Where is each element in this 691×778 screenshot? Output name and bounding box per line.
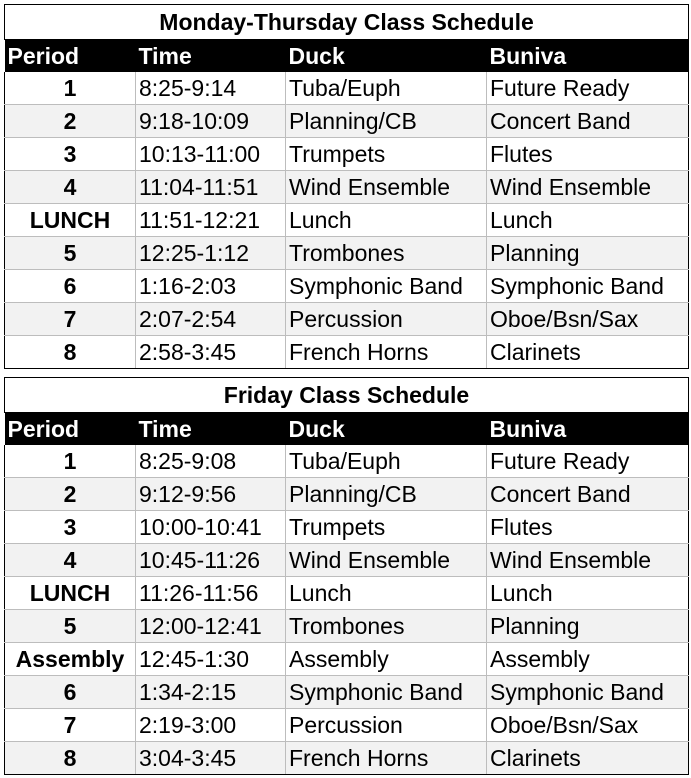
period-cell: 4 (5, 171, 136, 204)
column-header-period: Period (5, 40, 136, 73)
table-row (5, 478, 689, 511)
buniva-cell: Future Ready (487, 445, 689, 478)
buniva-cell: Concert Band (487, 105, 689, 138)
duck-cell: Trumpets (286, 511, 487, 544)
table-row (5, 204, 689, 237)
column-header-duck: Duck (286, 40, 487, 73)
buniva-cell: Concert Band (487, 478, 689, 511)
table-row (5, 105, 689, 138)
buniva-cell: Flutes (487, 138, 689, 171)
period-cell: 3 (5, 138, 136, 171)
period-cell: 6 (5, 676, 136, 709)
duck-cell: Symphonic Band (286, 676, 487, 709)
time-cell: 9:12-9:56 (136, 478, 286, 511)
period-cell: LUNCH (5, 204, 136, 237)
buniva-cell: Wind Ensemble (487, 171, 689, 204)
table-row (5, 138, 689, 171)
time-cell: 3:04-3:45 (136, 742, 286, 775)
time-cell: 9:18-10:09 (136, 105, 286, 138)
duck-cell: Tuba/Euph (286, 72, 487, 105)
period-cell: 8 (5, 336, 136, 369)
period-cell: Assembly (5, 643, 136, 676)
schedule-table-friday (4, 377, 688, 775)
period-cell: 2 (5, 105, 136, 138)
duck-cell: Tuba/Euph (286, 445, 487, 478)
buniva-cell: Wind Ensemble (487, 544, 689, 577)
duck-cell: Wind Ensemble (286, 171, 487, 204)
table-body (5, 445, 689, 775)
duck-cell: Trombones (286, 237, 487, 270)
time-cell: 2:19-3:00 (136, 709, 286, 742)
column-header-time: Time (136, 413, 286, 446)
time-cell: 1:16-2:03 (136, 270, 286, 303)
table-row (5, 742, 689, 775)
table-row (5, 270, 689, 303)
time-cell: 12:45-1:30 (136, 643, 286, 676)
duck-cell: Percussion (286, 709, 487, 742)
table-row (5, 445, 689, 478)
buniva-cell: Flutes (487, 511, 689, 544)
time-cell: 11:04-11:51 (136, 171, 286, 204)
table-row (5, 709, 689, 742)
column-header-time: Time (136, 40, 286, 73)
duck-cell: French Horns (286, 742, 487, 775)
column-header-buniva: Buniva (487, 413, 689, 446)
duck-cell: Wind Ensemble (286, 544, 487, 577)
duck-cell: French Horns (286, 336, 487, 369)
period-cell: 5 (5, 237, 136, 270)
column-header-buniva: Buniva (487, 40, 689, 73)
table-row (5, 303, 689, 336)
buniva-cell: Oboe/Bsn/Sax (487, 709, 689, 742)
buniva-cell: Planning (487, 237, 689, 270)
table-title: Monday-Thursday Class Schedule (5, 5, 689, 40)
time-cell: 10:45-11:26 (136, 544, 286, 577)
duck-cell: Percussion (286, 303, 487, 336)
table-row (5, 511, 689, 544)
time-cell: 11:51-12:21 (136, 204, 286, 237)
schedule-table (4, 377, 689, 775)
period-cell: 3 (5, 511, 136, 544)
column-header-row (5, 40, 689, 73)
table-row (5, 577, 689, 610)
table-row (5, 336, 689, 369)
schedule-table (4, 4, 689, 369)
column-header-row (5, 413, 689, 446)
duck-cell: Planning/CB (286, 105, 487, 138)
duck-cell: Assembly (286, 643, 487, 676)
period-cell: 5 (5, 610, 136, 643)
table-body (5, 72, 689, 369)
duck-cell: Planning/CB (286, 478, 487, 511)
buniva-cell: Clarinets (487, 742, 689, 775)
time-cell: 10:13-11:00 (136, 138, 286, 171)
period-cell: 7 (5, 303, 136, 336)
time-cell: 8:25-9:08 (136, 445, 286, 478)
table-title: Friday Class Schedule (5, 378, 689, 413)
duck-cell: Trombones (286, 610, 487, 643)
buniva-cell: Lunch (487, 577, 689, 610)
duck-cell: Lunch (286, 577, 487, 610)
period-cell: 8 (5, 742, 136, 775)
time-cell: 12:25-1:12 (136, 237, 286, 270)
period-cell: LUNCH (5, 577, 136, 610)
duck-cell: Trumpets (286, 138, 487, 171)
buniva-cell: Planning (487, 610, 689, 643)
table-row (5, 643, 689, 676)
table-title-row (5, 378, 689, 413)
buniva-cell: Symphonic Band (487, 270, 689, 303)
period-cell: 1 (5, 445, 136, 478)
time-cell: 1:34-2:15 (136, 676, 286, 709)
table-title-row (5, 5, 689, 40)
table-row (5, 676, 689, 709)
table-row (5, 610, 689, 643)
duck-cell: Lunch (286, 204, 487, 237)
time-cell: 2:07-2:54 (136, 303, 286, 336)
buniva-cell: Clarinets (487, 336, 689, 369)
table-row (5, 171, 689, 204)
time-cell: 8:25-9:14 (136, 72, 286, 105)
buniva-cell: Future Ready (487, 72, 689, 105)
buniva-cell: Lunch (487, 204, 689, 237)
table-row (5, 544, 689, 577)
period-cell: 7 (5, 709, 136, 742)
period-cell: 2 (5, 478, 136, 511)
table-row (5, 237, 689, 270)
column-header-period: Period (5, 413, 136, 446)
time-cell: 10:00-10:41 (136, 511, 286, 544)
buniva-cell: Symphonic Band (487, 676, 689, 709)
schedule-table-monday-thursday (4, 4, 688, 369)
time-cell: 2:58-3:45 (136, 336, 286, 369)
time-cell: 12:00-12:41 (136, 610, 286, 643)
period-cell: 4 (5, 544, 136, 577)
column-header-duck: Duck (286, 413, 487, 446)
period-cell: 1 (5, 72, 136, 105)
buniva-cell: Assembly (487, 643, 689, 676)
period-cell: 6 (5, 270, 136, 303)
time-cell: 11:26-11:56 (136, 577, 286, 610)
buniva-cell: Oboe/Bsn/Sax (487, 303, 689, 336)
table-row (5, 72, 689, 105)
duck-cell: Symphonic Band (286, 270, 487, 303)
